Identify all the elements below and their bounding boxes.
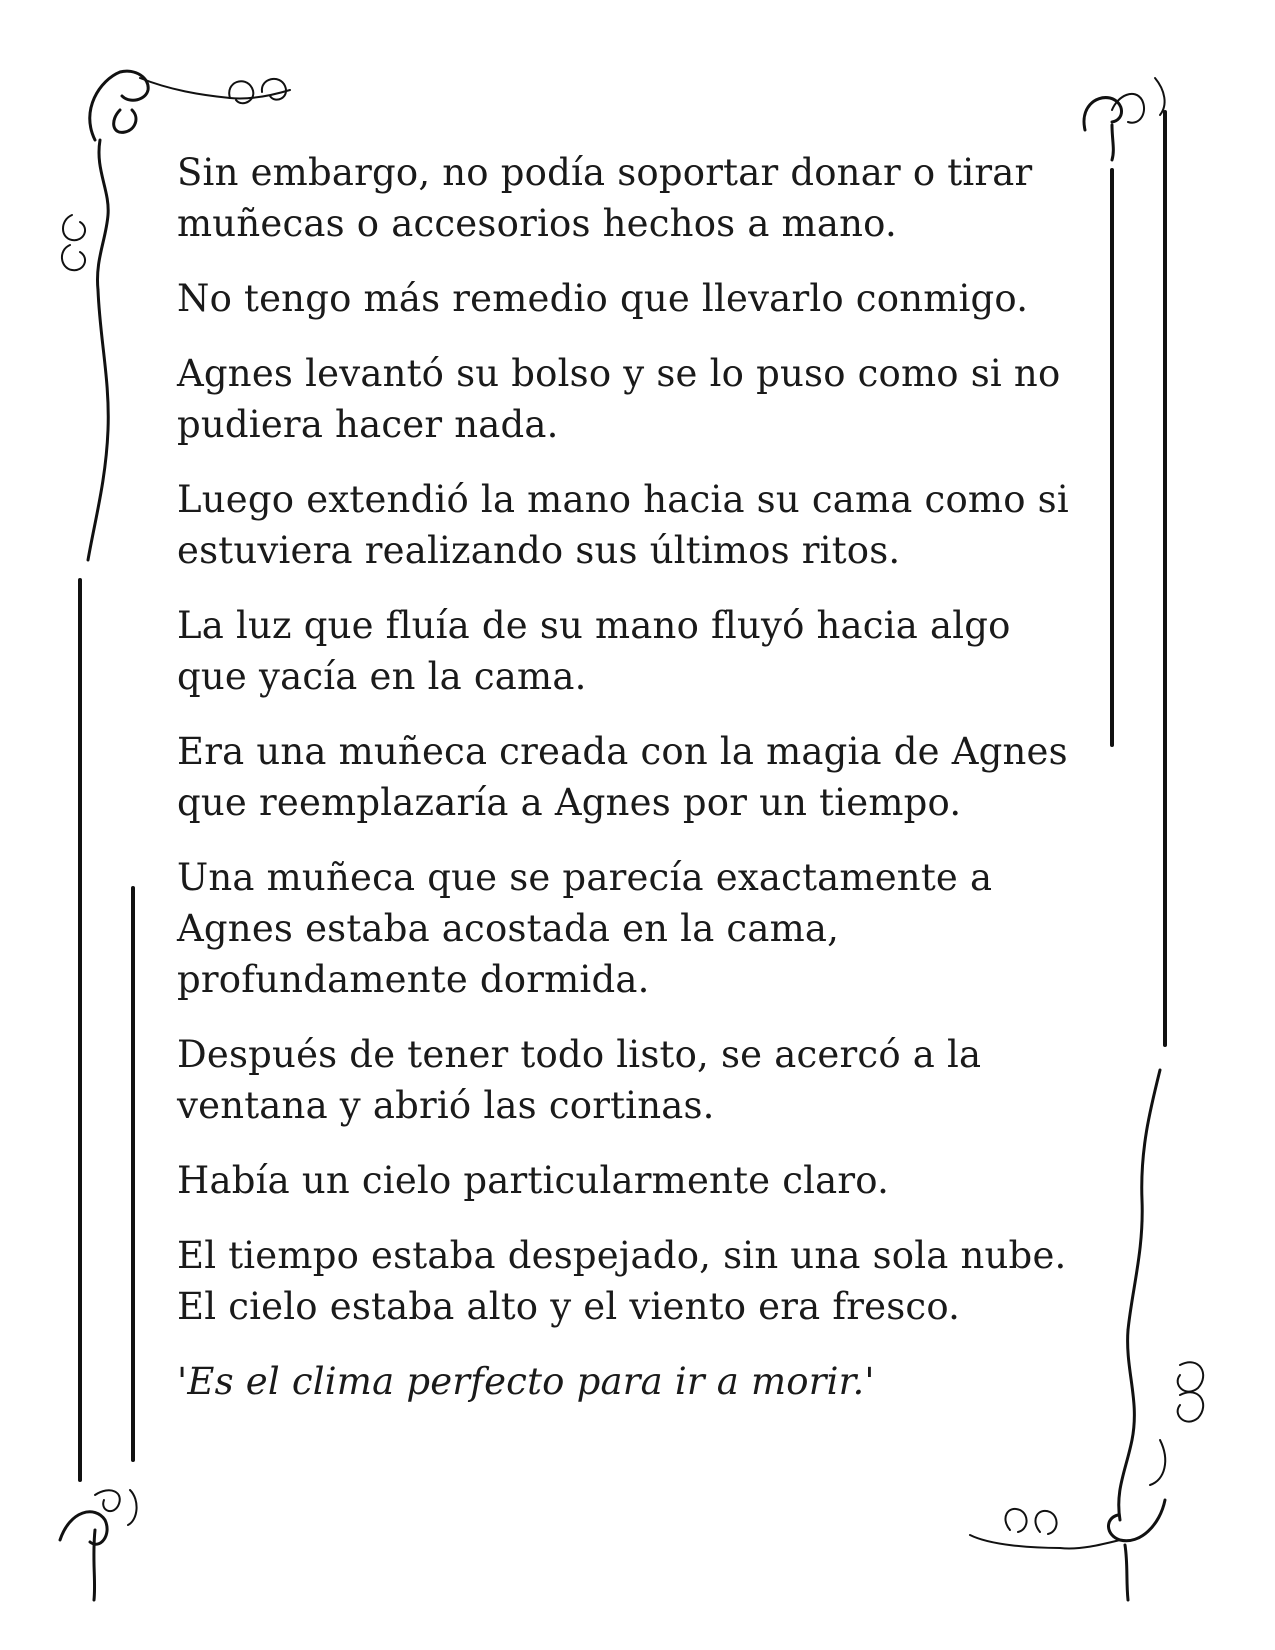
bottom-left-flourish <box>60 1490 137 1600</box>
text-line: Agnes estaba acostada en la cama, <box>177 907 840 950</box>
text-line: 'Es el clima perfecto para ir a morir.' <box>177 1360 875 1403</box>
paragraph-3 <box>177 348 1097 450</box>
paragraph-4 <box>177 474 1097 576</box>
paragraph-7 <box>177 852 1097 1005</box>
story-text <box>177 147 1097 1431</box>
paragraph-1 <box>177 147 1097 249</box>
text-line: El cielo estaba alto y el viento era fresco. <box>177 1285 961 1328</box>
text-line: Había un cielo particularmente claro. <box>177 1159 890 1202</box>
text-line: Una muñeca que se parecía exactamente a <box>177 856 993 899</box>
text-line: El tiempo estaba despejado, sin una sola nube. <box>177 1234 1067 1277</box>
text-line: Después de tener todo listo, se acercó a la <box>177 1033 982 1076</box>
paragraph-5 <box>177 600 1097 702</box>
text-line: profundamente dormida. <box>177 958 650 1001</box>
text-line: No tengo más remedio que llevarlo conmigo. <box>177 277 1029 320</box>
text-line: que yacía en la cama. <box>177 655 587 698</box>
text-line: muñecas o accesorios hechos a mano. <box>177 202 897 245</box>
paragraph-10 <box>177 1230 1097 1332</box>
text-line: Agnes levantó su bolso y se lo puso como si no <box>177 352 1061 395</box>
text-line: ventana y abrió las cortinas. <box>177 1084 715 1127</box>
text-line: Luego extendió la mano hacia su cama como si <box>177 478 1069 521</box>
text-line: estuviera realizando sus últimos ritos. <box>177 529 901 572</box>
text-line: Sin embargo, no podía soportar donar o tirar <box>177 151 1033 194</box>
text-line: que reemplazaría a Agnes por un tiempo. <box>177 781 962 824</box>
paragraph-11-quote <box>177 1356 1097 1407</box>
text-line: pudiera hacer nada. <box>177 403 559 446</box>
paragraph-6 <box>177 726 1097 828</box>
paragraph-9 <box>177 1155 1097 1206</box>
paragraph-8 <box>177 1029 1097 1131</box>
text-line: La luz que fluía de su mano fluyó hacia algo <box>177 604 1011 647</box>
paragraph-2 <box>177 273 1097 324</box>
text-line: Era una muñeca creada con la magia de Agnes <box>177 730 1068 773</box>
